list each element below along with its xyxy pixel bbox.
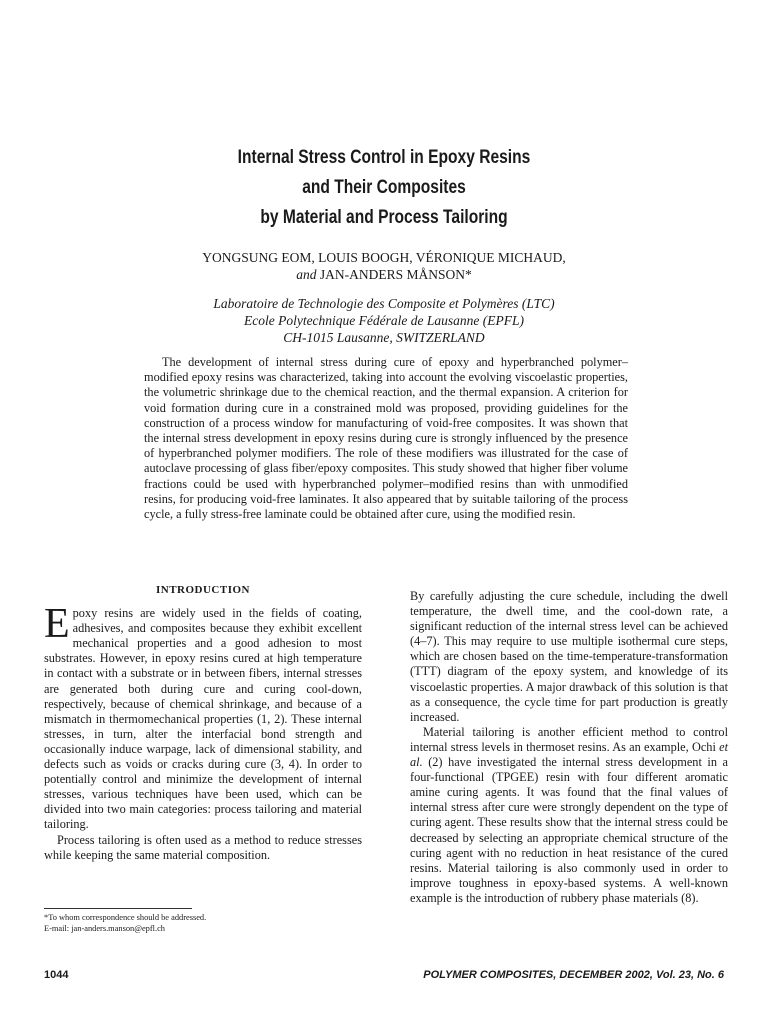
right-column — [410, 589, 728, 906]
author-list — [110, 249, 658, 283]
title-line-3: by Material and Process Tailoring — [260, 207, 508, 228]
affiliation-line-2: Ecole Polytechnique Fédérale de Lausanne (EPFL) — [243, 313, 525, 328]
abstract — [144, 355, 628, 522]
section-heading-introduction: INTRODUCTION — [155, 584, 250, 596]
affiliation-line-1: Laboratoire de Technologie des Composite et Polymères (LTC) — [213, 296, 555, 311]
authors-last: JAN-ANDERS MÅNSON* — [316, 267, 472, 282]
title-line-1: Internal Stress Control in Epoxy Resins — [237, 147, 531, 168]
intro-paragraph-2: Process tailoring is often used as a method to reduce stresses while keeping the same material composition. — [44, 832, 362, 862]
authors-line-2 — [110, 266, 658, 283]
abstract-text: The development of internal stress during cure of epoxy and hyperbranched polymer–modified epoxy resins was characterized, taking into account the evolving viscoelastic properties, the volumetric shrinkage due to the chemical reaction, and the thermal expansion. A criterion for void formation during cure in a constrained mold was proposed, providing guidelines for the construction of a process window for manufacturing of void-free composites. It was shown that the internal stress development in epoxy resins during cure is strongly influenced by the presence of hyperbranched polymer modifiers. The role of these modifiers was illustrated for the case of autoclave processing of glass fiber/epoxy composites. This study showed that higher fiber volume fractions could be used with hyperbranched polymer–modified resins than with unmodified resins, for producing void-free laminates. It also appeared that by suitable tailoring of the process cycle, a fully stress-free laminate could be obtained after cure, using the modified resin. — [144, 355, 628, 522]
right-paragraph-2 — [410, 725, 728, 906]
et-al: et al. — [410, 739, 728, 770]
page-number: 1044 — [44, 969, 69, 981]
right-paragraph-2-a: Material tailoring is another efficient method to control internal stress levels in thermoset resins. As an example, Ochi — [410, 724, 728, 754]
footnote-divider — [44, 908, 192, 909]
authors-line-1: YONGSUNG EOM, LOUIS BOOGH, VÉRONIQUE MICHAUD, — [202, 250, 566, 265]
right-paragraph-2-b: (2) have investigated the internal stress development in a four-functional (TPGEE) resin with four different aromatic amine curing agents. It was found that the final values of internal stress after cure were strongly dependent on the type of curing agent. These results show that the internal stress could be decreased by selecting an appropriate chemical structure of the curing agent with no reduction in heat resistance of the cured resins. Material tailoring is also commonly used in order to improve toughness in epoxy-based systems. A well-known example is the introduction of rubbery phase materials (8). — [410, 755, 728, 905]
article-title — [151, 143, 617, 233]
authors-and: and — [296, 267, 317, 282]
drop-cap: E — [44, 601, 70, 648]
intro-paragraph-1-text: poxy resins are widely used in the fields of coating, adhesives, and composites because they exhibit excellent mechanical properties and a good adhesion to most substrates. However, in epoxy resins cured at high temperature in contact with a substrate or in between fibers, internal stresses are generated both during cure and curing cool-down, respectively, because of chemical shrinkage, and because of a mismatch in thermomechanical properties (1, 2). These internal stresses, in turn, alter the interfacial bond strength and occasionally induce warpage, lack of dimensional stability, and defects such as voids or cracks during cure (3, 4). In order to potentially control and minimize the development of internal stresses, various techniques have been used, which can be divided into two main categories: process tailoring and material tailoring. — [44, 606, 362, 832]
affiliation — [110, 295, 658, 346]
intro-paragraph-1 — [44, 601, 362, 832]
footnote-email: E-mail: jan-anders.manson@epfl.ch — [44, 924, 165, 933]
footnote — [44, 912, 362, 934]
title-line-2: and Their Composites — [302, 177, 466, 198]
footnote-correspondence: *To whom correspondence should be addressed. — [44, 913, 207, 922]
left-column — [44, 583, 362, 863]
affiliation-line-3: CH-1015 Lausanne, SWITZERLAND — [283, 330, 485, 345]
right-paragraph-1: By carefully adjusting the cure schedule, including the dwell temperature, the dwell time, and the cool-down rate, a significant reduction of the internal stress level can be achieved (4–7). This may require to use multiple isothermal cure steps, which are chosen based on the time-temperature-transformation (TTT) diagram of the epoxy system, and knowledge of its viscoelastic properties. A major drawback of this solution is that as a consequence, the cycle time for part production is greatly increased. — [410, 589, 728, 724]
journal-citation: POLYMER COMPOSITES, DECEMBER 2002, Vol. 23, No. 6 — [423, 969, 724, 981]
